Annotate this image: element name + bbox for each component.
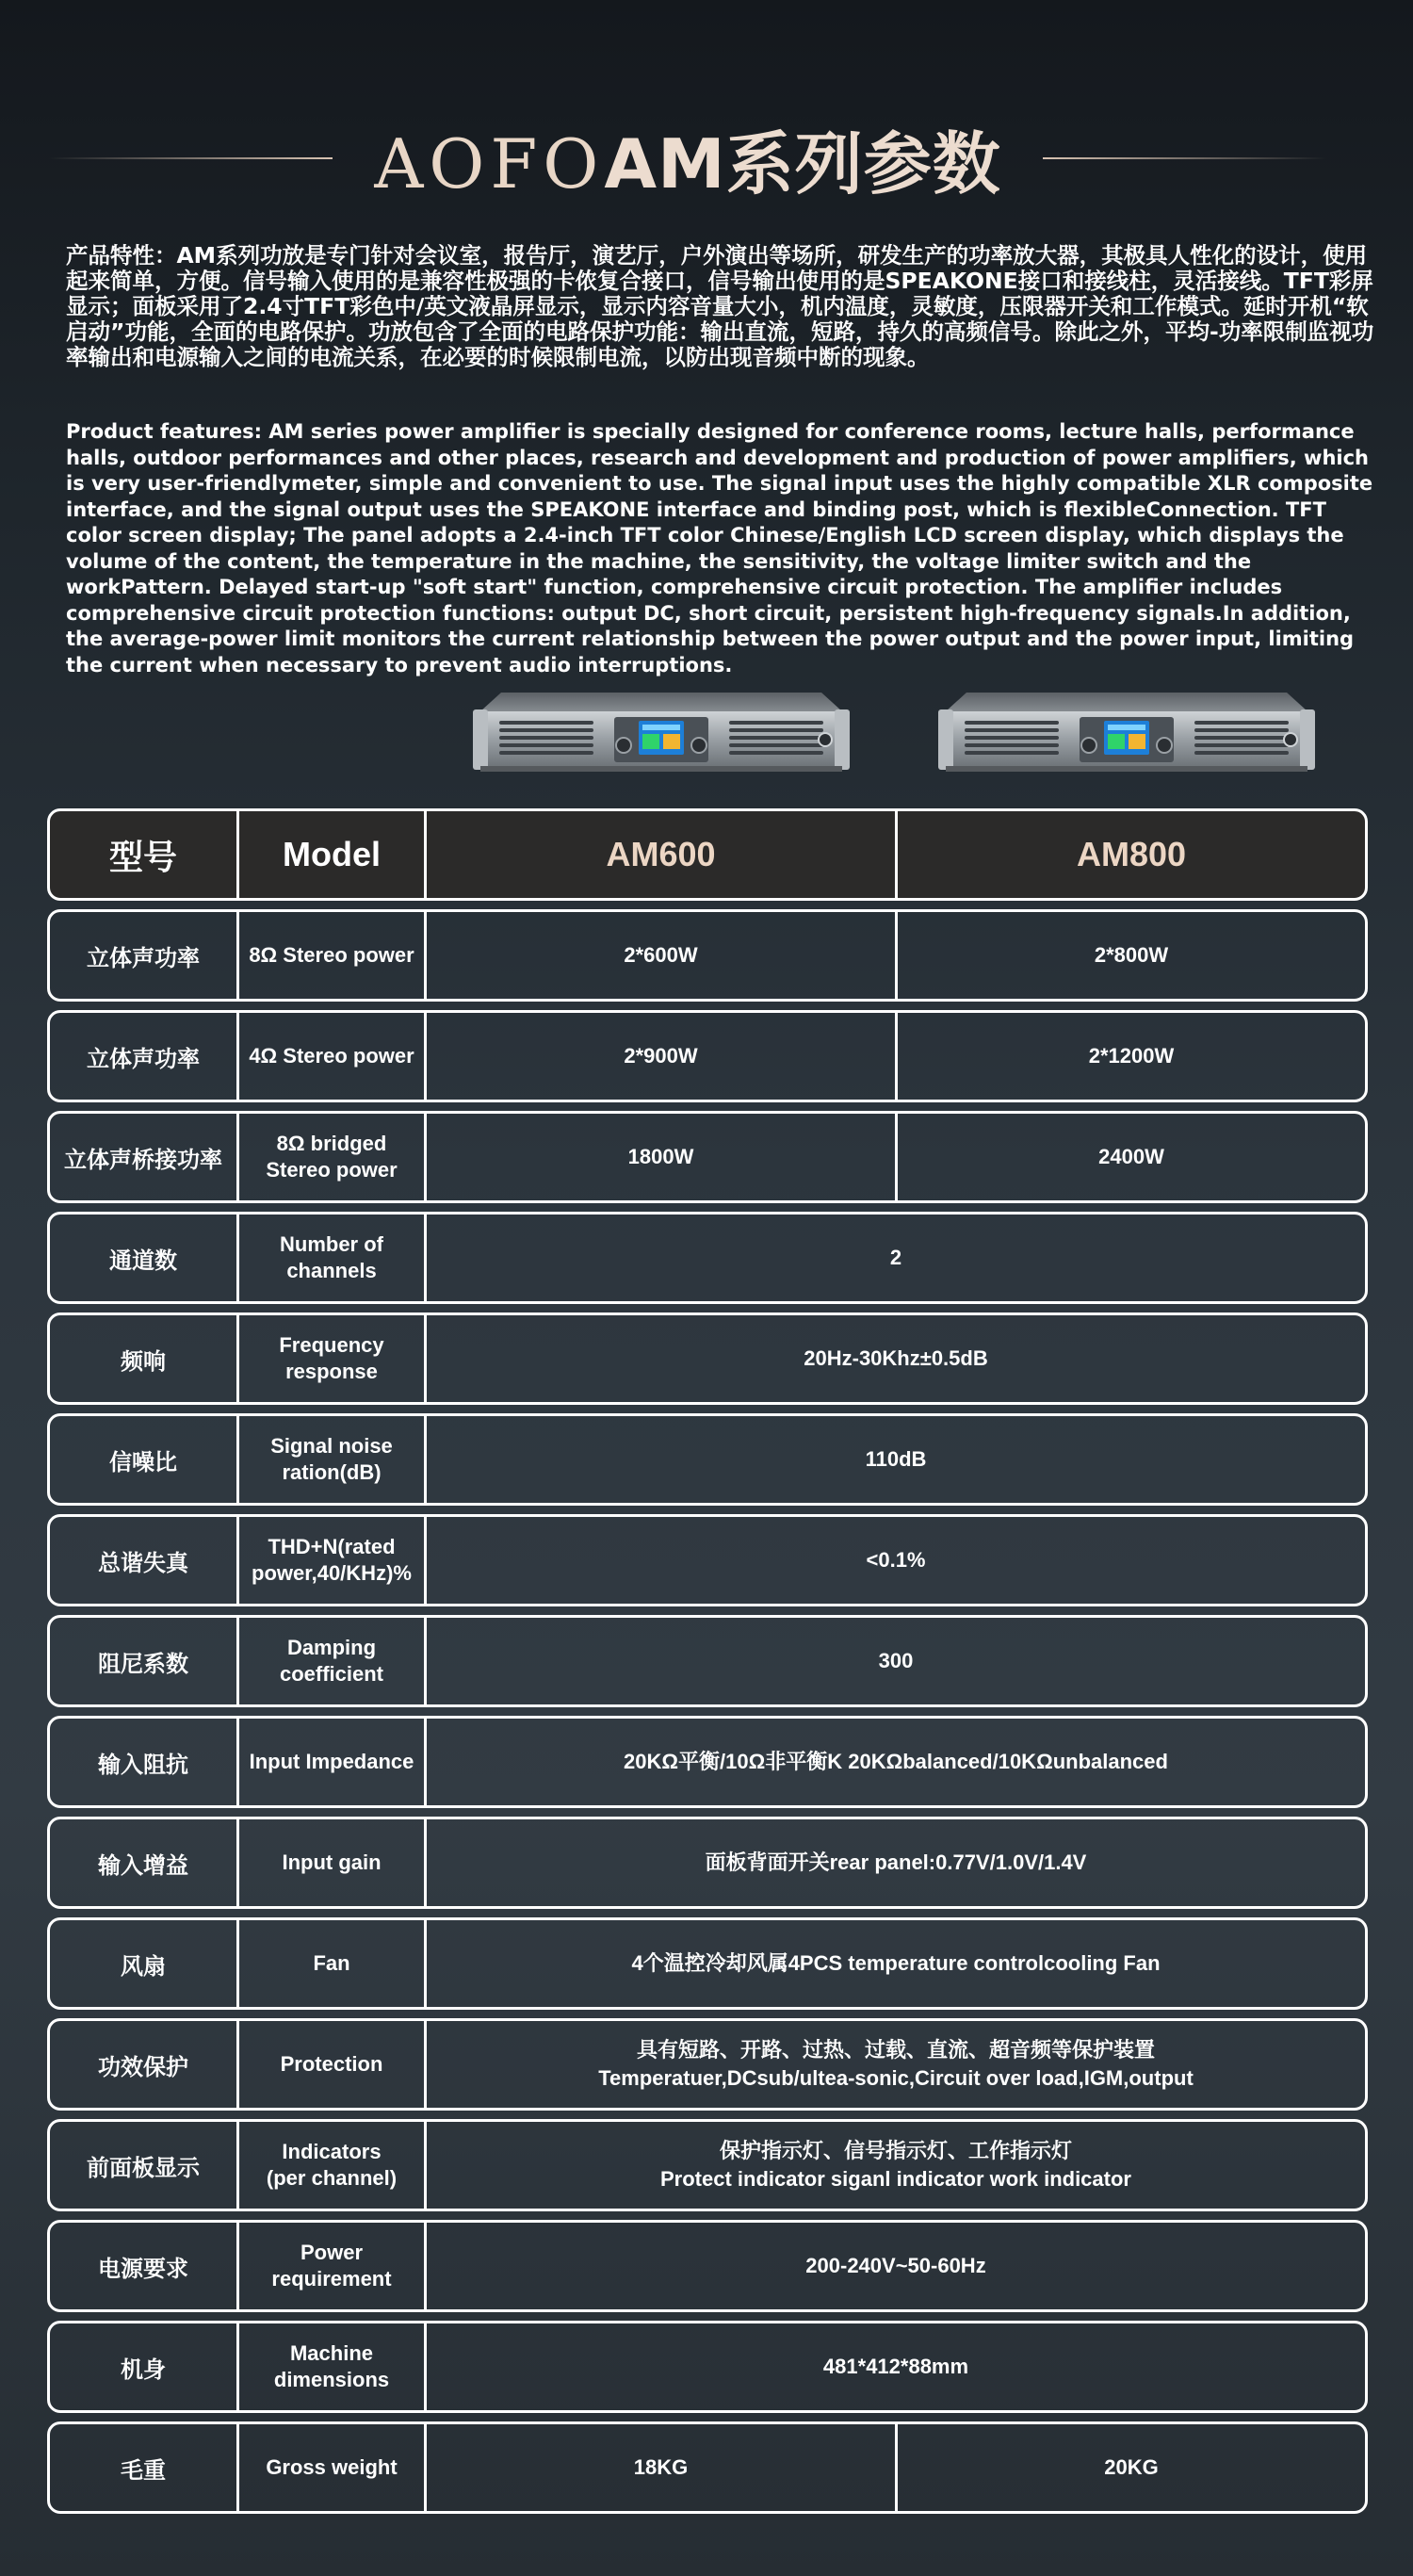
row-label-en-line-1: Indicators (282, 2140, 382, 2163)
row-value: 2 (889, 1246, 902, 1269)
row-label-cn: 立体声功率 (50, 912, 239, 999)
row-label-cn: 电源要求 (50, 2223, 239, 2309)
title-line-right (1043, 157, 1326, 159)
row-label-en: Power requirement (239, 2223, 427, 2309)
row-label-cn: 输入阻抗 (50, 1719, 239, 1805)
header-model-1: AM600 (427, 811, 898, 898)
row-value-1: 2*600W (427, 912, 898, 999)
table-row (47, 2421, 1368, 2514)
row-value-2: 2*1200W (1088, 1044, 1175, 1068)
row-label-en: Input gain (239, 1819, 427, 1906)
row-label-cn: 前面板显示 (50, 2122, 239, 2209)
row-value (427, 2122, 1365, 2209)
table-row (47, 2119, 1368, 2211)
header-en: Model (239, 811, 427, 898)
row-label-cn: 阻尼系数 (50, 1618, 239, 1704)
title-row (49, 111, 1326, 205)
row-value: 面板背面开关rear panel:0.77V/1.0V/1.4V (705, 1850, 1087, 1874)
row-value: 20Hz-30Khz±0.5dB (804, 1346, 988, 1370)
row-label-en (239, 2122, 427, 2209)
row-value-1: 1800W (427, 1114, 898, 1200)
row-label-en: 4Ω Stereo power (239, 1013, 427, 1100)
description-cn: 产品特性：AM系列功放是专门针对会议室，报告厅，演艺厅，户外演出等场所，研发生产的功率放大器，其极具人性化的设计，使用起来简单，方便。信号输入使用的是兼容性极强的卡侬复合接口，信号输出使用的是SPEAKONE接口和接线柱，灵活接线。TFT彩屏显示；面板采用了2.4寸TFT彩色中/英文液晶屏显示，显示内容音量大小，机内温度，灵敏度，压限器开关和工作模式。延时开机“软启动”功能，全面的电路保护。功放包含了全面的电路保护功能：输出直流，短路，持久的高频信号。除此之外，平均-功率限制监视功率输出和电源输入之间的电流关系，在必要的时候限制电流，以防出现音频中断的现象。 (66, 242, 1374, 370)
row-value: 20KΩ平衡/10Ω非平衡K 20KΩbalanced/10KΩunbalanced (624, 1750, 1168, 1773)
row-value: 200-240V~50-60Hz (805, 2254, 986, 2277)
row-label-en: THD+N(rated power,40/KHz)% (239, 1517, 427, 1604)
row-label-cn: 毛重 (50, 2424, 239, 2511)
row-value (427, 2021, 1365, 2108)
row-value-1: 18KG (427, 2424, 898, 2511)
description-en: Product features: AM series power amplifier is specially designed for conference rooms, lecture halls, performance halls, outdoor performances and other places, research and development and production of power amplifiers, which is very user-friendlymeter, simple and convenient to use. The signal input uses the highly compatible XLR composite interface, and the signal output uses the SPEAKONE interface and binding post, which is flexibleConnection. TFT color screen display; The panel adopts a 2.4-inch TFT color Chinese/English LCD screen display, which displays the volume of the content, the temperature in the machine, the sensitivity, the voltage limiter switch and the workPattern. Delayed start-up "soft start" function, comprehensive circuit protection. The amplifier includes comprehensive circuit protection functions: output DC, short circuit, persistent high-frequency signals.In addition, the average-power limit monitors the current relationship between the power output and the power input, limiting the current when necessary to prevent audio interruptions. (66, 420, 1373, 677)
row-value-2: 2*800W (1094, 943, 1169, 967)
page-title (374, 109, 1000, 207)
row-value-line-1: 具有短路、开路、过热、过载、直流、超音频等保护装置 (636, 2038, 1155, 2062)
row-label-cn: 输入增益 (50, 1819, 239, 1906)
row-label-en: Signal noise ration(dB) (239, 1416, 427, 1503)
table-row (47, 1615, 1368, 1707)
row-label-en: Fan (239, 1920, 427, 2007)
row-label-cn: 风扇 (50, 1920, 239, 2007)
table-row (47, 1716, 1368, 1808)
row-value: 110dB (865, 1447, 927, 1471)
row-label-en: Input Impedance (239, 1719, 427, 1805)
table-row (47, 1917, 1368, 2010)
row-label-cn: 功效保护 (50, 2021, 239, 2108)
row-value-line-2: Temperatuer,DCsub/ultea-sonic,Circuit over load,IGM,output (598, 2066, 1194, 2090)
row-value-line-2: Protect indicator siganl indicator work indicator (660, 2167, 1131, 2191)
row-label-cn: 总谐失真 (50, 1517, 239, 1604)
table-row (47, 2018, 1368, 2111)
row-value-2: 20KG (1104, 2455, 1159, 2479)
header-model-2: AM800 (1076, 835, 1187, 873)
header-cn: 型号 (50, 811, 239, 898)
row-label-en: Damping coefficient (239, 1618, 427, 1704)
table-row (47, 909, 1368, 1002)
row-label-en-line-2: (per channel) (266, 2166, 398, 2190)
row-value-2: 2400W (1098, 1145, 1164, 1168)
title-main: AM系列参数 (604, 124, 1001, 204)
row-label-cn: 立体声桥接功率 (50, 1114, 239, 1200)
row-value-line-1: 保护指示灯、信号指示灯、工作指示灯 (719, 2139, 1072, 2162)
table-row (47, 2220, 1368, 2312)
table-header-row (47, 808, 1368, 901)
amplifier-image-am600 (473, 691, 850, 785)
table-row (47, 1212, 1368, 1304)
row-label-en: Number of channels (239, 1215, 427, 1301)
table-row (47, 2321, 1368, 2413)
row-value: 4个温控冷却风属4PCS temperature controlcooling Fan (631, 1951, 1161, 1975)
table-row (47, 1312, 1368, 1405)
row-label-en: Gross weight (239, 2424, 427, 2511)
row-label-en: 8Ω bridged Stereo power (239, 1114, 427, 1200)
amplifier-icon (938, 691, 1315, 785)
row-value-1: 2*900W (427, 1013, 898, 1100)
row-value: 300 (878, 1649, 914, 1672)
brand-logo-text: AOFO (374, 124, 605, 204)
row-label-cn: 通道数 (50, 1215, 239, 1301)
title-line-left (49, 157, 333, 159)
row-label-en: 8Ω Stereo power (239, 912, 427, 999)
row-label-en: Machine dimensions (239, 2323, 427, 2410)
row-value: 481*412*88mm (822, 2355, 969, 2378)
table-row (47, 1817, 1368, 1909)
table-row (47, 1514, 1368, 1606)
table-row (47, 1010, 1368, 1102)
amplifier-icon (473, 691, 850, 785)
row-label-cn: 信噪比 (50, 1416, 239, 1503)
row-label-cn: 频响 (50, 1315, 239, 1402)
table-row (47, 1111, 1368, 1203)
table-row (47, 1413, 1368, 1506)
row-label-cn: 立体声功率 (50, 1013, 239, 1100)
amplifier-image-am800 (938, 691, 1315, 785)
row-label-en: Frequency response (239, 1315, 427, 1402)
row-value: <0.1% (866, 1548, 926, 1572)
row-label-cn: 机身 (50, 2323, 239, 2410)
row-label-en: Protection (239, 2021, 427, 2108)
